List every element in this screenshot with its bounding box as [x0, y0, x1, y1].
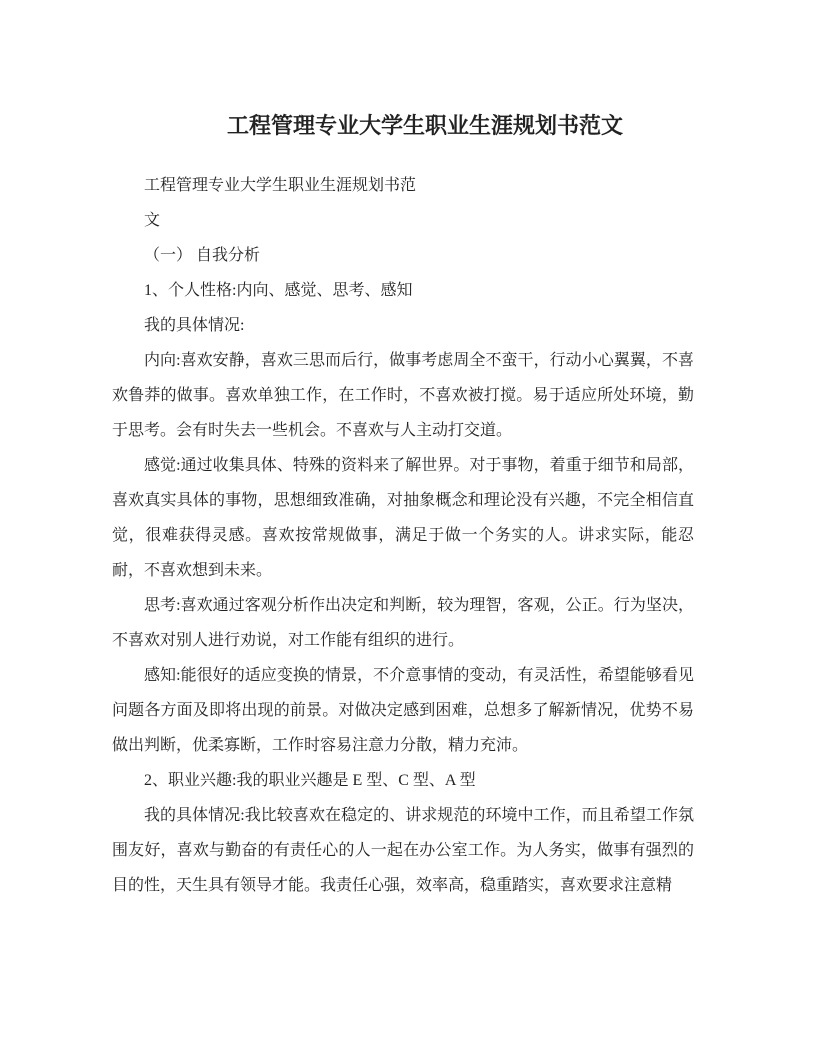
paragraph: 文: [144, 212, 161, 229]
paragraph: 内向:喜欢安静，喜欢三思而后行，做事考虑周全不蛮干，行动小心翼翼，不喜欢鲁莽的做事。喜欢单独工作，在工作时，不喜欢被打搅。易于适应所处环境，勤于思考。会有时失去一些机会。不喜欢与人主动打交道。: [112, 352, 694, 439]
paragraph: （一） 自我分析: [144, 247, 261, 264]
paragraph: 2、职业兴趣:我的职业兴趣是 E 型、C 型、A 型: [144, 772, 476, 789]
paragraph: 1、个人性格:内向、感觉、思考、感知: [144, 282, 413, 299]
document-body: [112, 168, 694, 903]
paragraph: 我的具体情况:我比较喜欢在稳定的、讲求规范的环境中工作，而且希望工作氛围友好，喜欢与勤奋的有责任心的人一起在办公室工作。为人务实，做事有强烈的目的性，天生具有领导才能。我责任心强，效率高，稳重踏实，喜欢要求注意精: [112, 807, 694, 894]
paragraph: 感知:能很好的适应变换的情景，不介意事情的变动，有灵活性，希望能够看见问题各方面及即将出现的前景。对做决定感到困难，总想多了解新情况，优势不易做出判断，优柔寡断，工作时容易注意力分散，精力充沛。: [112, 667, 694, 754]
paragraph: 工程管理专业大学生职业生涯规划书范: [144, 177, 417, 194]
paragraph: 我的具体情况:: [144, 317, 245, 334]
document-title: 工程管理专业大学生职业生涯规划书范文: [226, 113, 623, 138]
paragraph: 感觉:通过收集具体、特殊的资料来了解世界。对于事物，着重于细节和局部，喜欢真实具体的事物，思想细致准确，对抽象概念和理论没有兴趣，不完全相信直觉，很难获得灵感。喜欢按常规做事，满足于做一个务实的人。讲求实际，能忍耐，不喜欢想到未来。: [112, 457, 694, 579]
paragraph: 思考:喜欢通过客观分析作出决定和判断，较为理智，客观，公正。行为坚决，不喜欢对别人进行劝说，对工作能有组织的进行。: [112, 597, 694, 649]
